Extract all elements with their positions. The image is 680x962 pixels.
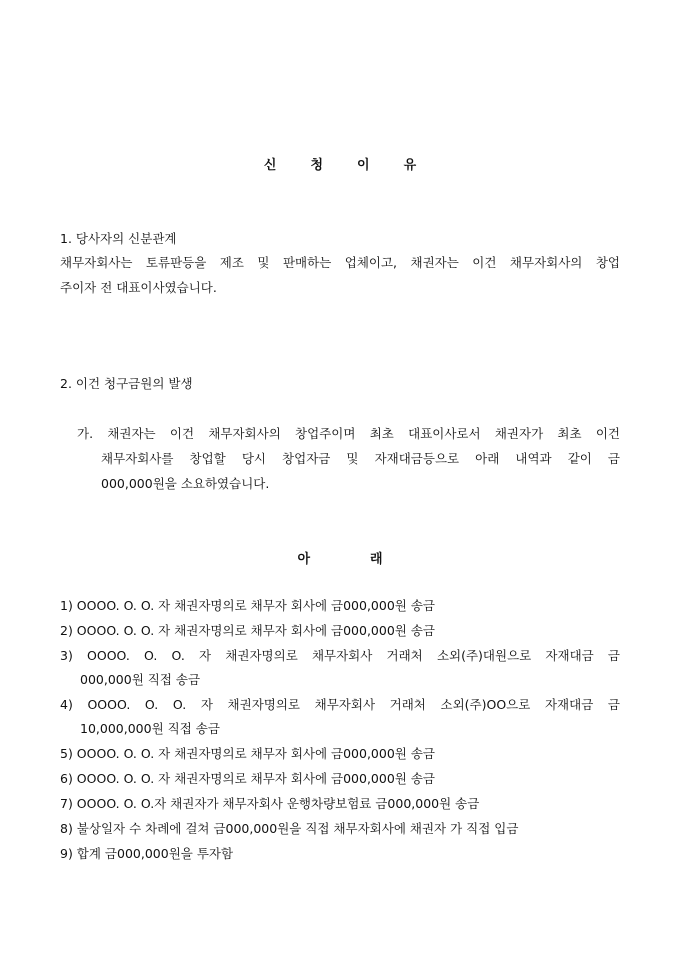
section2-item-line: 채무자회사를 창업할 당시 창업자금 및 자재대금등으로 아래 내역과 같이 금 bbox=[101, 451, 620, 466]
list-item: 7) OOOO. O. O.자 채권자가 채무자회사 운행차량보험료 금000,000원 송금 bbox=[60, 796, 480, 811]
title-char: 이 bbox=[357, 158, 370, 173]
section1-paragraph-line: 주이자 전 대표이사였습니다. bbox=[60, 280, 217, 295]
list-item: 6) OOOO. O. O. 자 채권자명의로 채무자 회사에 금000,000원 송금 bbox=[60, 771, 435, 786]
list-item: 4) OOOO. O. O. 자 채권자명의로 채무자회사 거래처 소외(주)OO으로 자재대금 금 bbox=[60, 697, 620, 712]
section2-heading: 2. 이건 청구금원의 발생 bbox=[60, 376, 193, 391]
section2-item-line: 가. 채권자는 이건 채무자회사의 창업주이며 최초 대표이사로서 채권자가 최초 이건 bbox=[77, 426, 620, 441]
section2-item-line: 000,000원을 소요하였습니다. bbox=[101, 476, 270, 491]
list-item-continuation: 000,000원 직접 송금 bbox=[80, 672, 201, 687]
list-item: 1) OOOO. O. O. 자 채권자명의로 채무자 회사에 금000,000원 송금 bbox=[60, 598, 435, 613]
below-char: 아 bbox=[297, 552, 310, 567]
section1-paragraph-line: 채무자회사는 토류판등을 제조 및 판매하는 업체이고, 채권자는 이건 채무자회사의 창업 bbox=[60, 255, 620, 270]
list-item: 8) 불상일자 수 차례에 걸쳐 금000,000원을 직접 채무자회사에 채권자 가 직접 입금 bbox=[60, 821, 519, 836]
title-char: 유 bbox=[403, 158, 417, 173]
below-char: 래 bbox=[370, 552, 383, 567]
list-item-continuation: 10,000,000원 직접 송금 bbox=[80, 721, 220, 736]
below-heading bbox=[0, 548, 680, 567]
document-title bbox=[0, 154, 680, 173]
title-char: 청 bbox=[310, 158, 323, 173]
title-char: 신 bbox=[263, 158, 277, 173]
list-item: 2) OOOO. O. O. 자 채권자명의로 채무자 회사에 금000,000원 송금 bbox=[60, 623, 435, 638]
section1-heading: 1. 당사자의 신분관계 bbox=[60, 231, 177, 246]
list-item: 3) OOOO. O. O. 자 채권자명의로 채무자회사 거래처 소외(주)대원으로 자재대금 금 bbox=[60, 648, 620, 663]
list-item: 9) 합계 금000,000원을 투자함 bbox=[60, 846, 234, 861]
list-item: 5) OOOO. O. O. 자 채권자명의로 채무자 회사에 금000,000원 송금 bbox=[60, 746, 435, 761]
